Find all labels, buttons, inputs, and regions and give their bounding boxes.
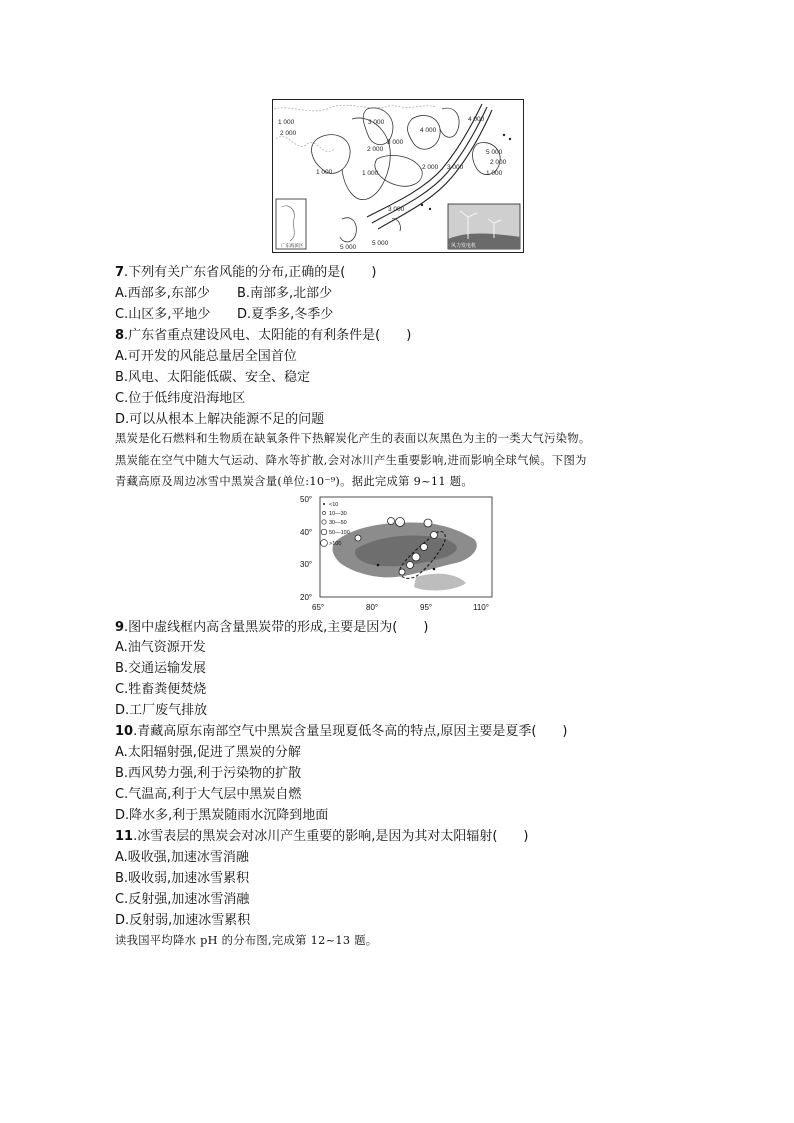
option-c: C.牲畜粪便焚烧 [115,682,207,697]
option-b: B.南部多,北部少 [237,286,333,301]
legend-entry: <10 [329,502,339,508]
question-stem: .冰雪表层的黑炭会对冰川产生重要的影响,是因为其对太阳辐射( ) [133,829,529,844]
contour-label: 2 000 [280,130,297,137]
question-stem: .青藏高原东南部空气中黑炭含量呈现夏低冬高的特点,原因主要是夏季( ) [133,724,568,739]
passage-line: 黑炭是化石燃料和生物质在缺氧条件下热解炭化产生的表面以灰黑色为主的一类大气污染物。 [115,432,591,445]
inset-map-label: 广东海滨区 [281,243,304,248]
contour-label: 4 000 [468,116,485,123]
y-tick-label: 40° [300,528,313,537]
option-c: C.气温高,利于大气层中黑炭自燃 [115,787,302,802]
question-number: 8 [115,328,125,343]
contour-label: 2 000 [490,159,507,166]
option-d: D.降水多,利于黑炭随雨水沉降到地面 [115,808,329,823]
question-stem: .下列有关广东省风能的分布,正确的是( ) [124,265,377,280]
passage-line: 读我国平均降水 pH 的分布图,完成第 12~13 题。 [115,934,378,947]
legend-entry: 50—100 [329,530,350,536]
question-stem: .图中虚线框内高含量黑炭带的形成,主要是因为( ) [124,620,429,635]
option-a: A.可开发的风能总量居全国首位 [115,349,297,364]
option-a: A.太阳辐射强,促进了黑炭的分解 [115,745,301,760]
option-b: B.交通运输发展 [115,661,207,676]
black-carbon-map [296,493,502,615]
question-8 [115,326,411,346]
question-stem: .广东省重点建设风电、太阳能的有利条件是( ) [124,328,412,343]
y-tick-label: 50° [300,495,313,504]
legend-entry: 30—50 [329,520,347,526]
contour-label: 3 000 [368,119,385,126]
option-a: A.西部多,东部少 [115,286,210,301]
contour-label: 5 000 [486,149,503,156]
option-d: D.工厂废气排放 [115,703,208,718]
legend-entry: 10—30 [329,511,347,517]
question-7-options-row2 [115,305,333,325]
contour-label: 5 000 [372,240,389,247]
question-number: 10 [115,724,134,739]
question-number: 9 [115,620,125,635]
option-b: B.风电、太阳能低碳、安全、稳定 [115,370,311,385]
contour-label: 2 000 [367,146,384,153]
contour-label: 4 000 [420,127,437,134]
legend-entry: >100 [329,541,342,547]
contour-label: 1 000 [362,170,379,177]
contour-label: 3 000 [447,164,464,171]
option-d: D.反射弱,加速冰雪累积 [115,913,251,928]
y-tick-label: 30° [300,560,313,569]
question-7 [115,263,376,283]
option-c: C.山区多,平地少 [115,307,211,322]
question-number: 7 [115,265,125,280]
question-11 [115,827,529,847]
option-c: C.位于低纬度沿海地区 [115,391,246,406]
question-10 [115,722,568,742]
option-a: A.油气资源开发 [115,640,206,655]
question-9 [115,618,428,638]
contour-label: 1 000 [486,170,503,177]
x-tick-label: 110° [473,603,489,612]
option-d: D.可以从根本上解决能源不足的问题 [115,412,325,427]
option-d: D.夏季多,冬季少 [237,307,334,322]
option-b: B.西风势力强,利于污染物的扩散 [115,766,302,781]
photo-caption: 风力发电机 [451,243,477,249]
contour-label: 1 000 [278,119,295,126]
x-tick-label: 95° [420,603,433,612]
contour-label: 3 000 [387,139,404,146]
guangdong-wind-map [272,99,524,253]
contour-label: 2 000 [422,164,439,171]
option-c: C.反射强,加速冰雪消融 [115,892,250,907]
question-7-options-row1 [115,284,332,304]
contour-label: 5 000 [340,244,357,251]
contour-label: 3 000 [388,206,405,213]
passage-line: 黑炭能在空气中随大气运动、降水等扩散,会对冰川产生重要影响,进而影响全球气候。下图为 [115,454,587,467]
y-tick-label: 20° [300,593,313,602]
option-b: B.吸收弱,加速冰雪累积 [115,871,250,886]
contour-label: 1 000 [316,169,333,176]
passage-line: 青藏高原及周边冰雪中黑炭含量(单位:10⁻⁹)。据此完成第 9~11 题。 [115,475,473,488]
x-tick-label: 80° [366,603,379,612]
x-tick-label: 65° [312,603,325,612]
option-a: A.吸收强,加速冰雪消融 [115,850,249,865]
question-number: 11 [115,829,134,844]
